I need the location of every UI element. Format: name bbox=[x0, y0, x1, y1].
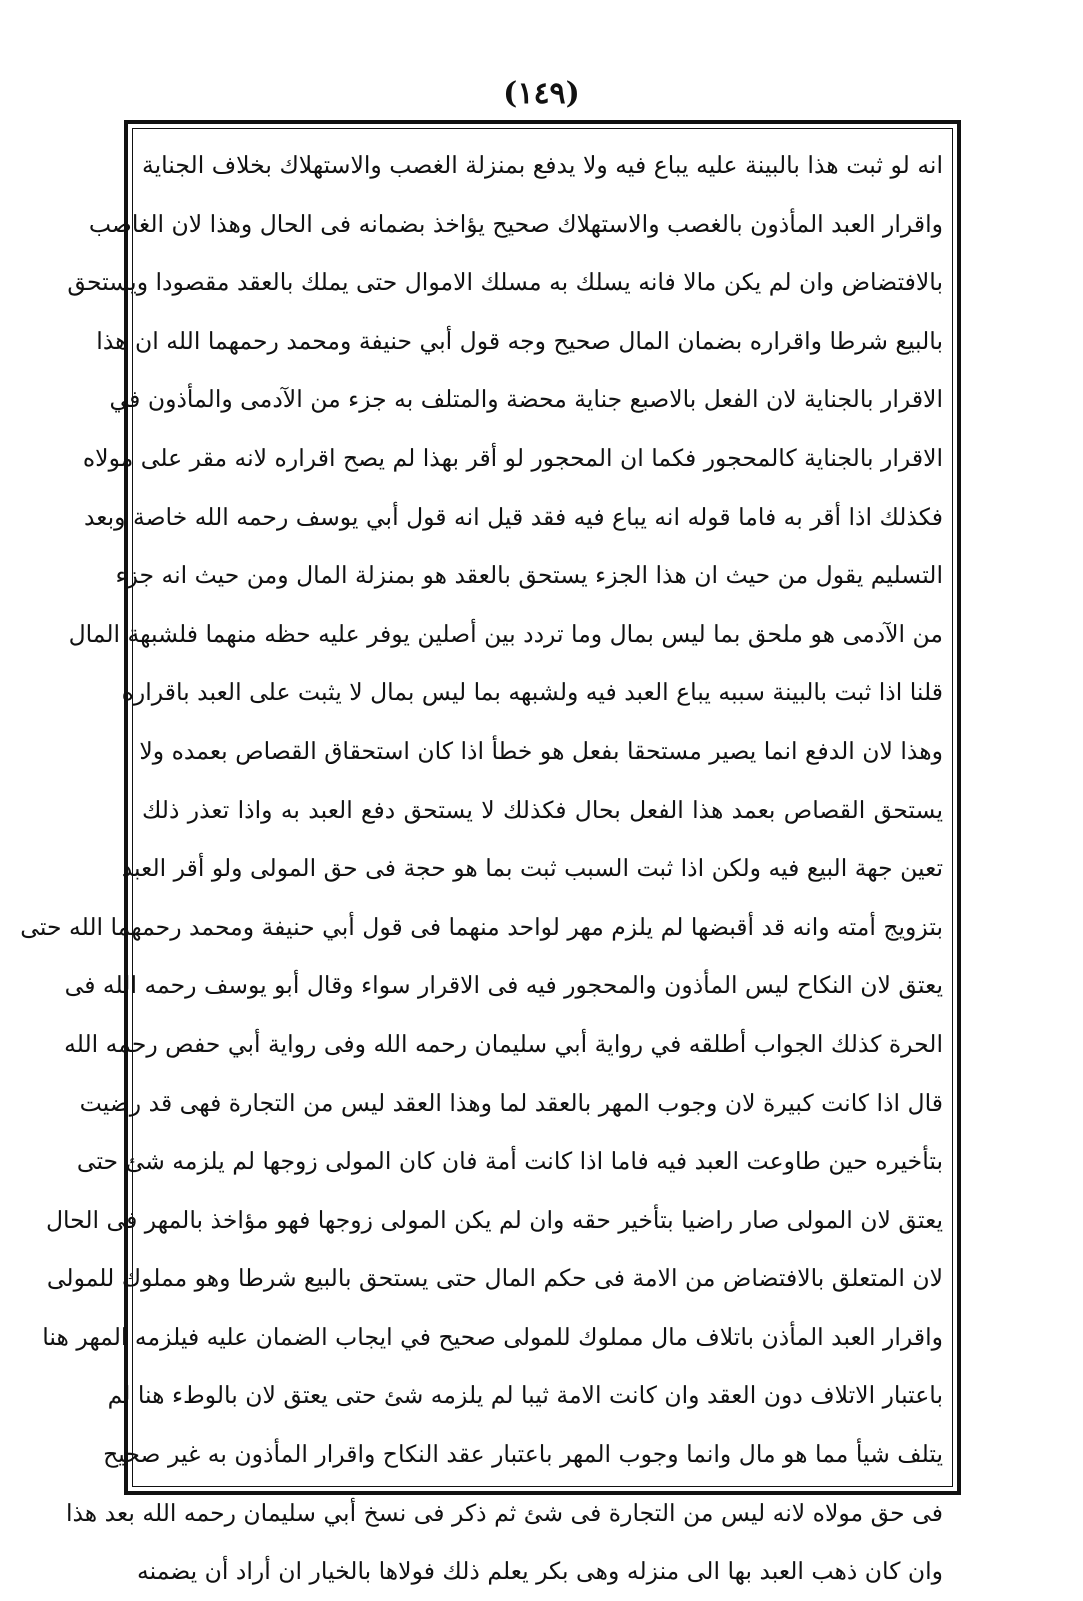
text-line: يستحق القصاص بعمد هذا الفعل بحال فكذلك لا يستحق دفع العبد به واذا تعذر ذلك bbox=[142, 795, 943, 824]
text-line: فى حق مولاه لانه ليس من التجارة فى شئ ثم ذكر فى نسخ أبي سليمان رحمه الله بعد هذا bbox=[65, 1498, 943, 1527]
text-line: الاقرار بالجناية لان الفعل بالاصبع جناية محضة والمتلف به جزء من الآدمى والمأذون في bbox=[109, 385, 943, 414]
text-line: وان كان ذهب العبد بها الى منزله وهى بكر يعلم ذلك فولاها بالخيار ان أراد أن يضمنه bbox=[137, 1557, 943, 1586]
text-line: بالافتضاض وان لم يكن مالا فانه يسلك به مسلك الاموال حتى يملك بالعقد مقصودا ويستحق bbox=[67, 268, 943, 297]
text-line: باعتبار الاتلاف دون العقد وان كانت الامة ثيبا لم يلزمه شئ حتى يعتق لان بالوطء هنا لم bbox=[107, 1381, 943, 1410]
text-line: يعتق لان النكاح ليس المأذون والمحجور فيه فى الاقرار سواء وقال أبو يوسف رحمه الله فى bbox=[64, 971, 943, 1000]
page-number: (١٤٩) bbox=[503, 76, 580, 111]
text-line: قال اذا كانت كبيرة لان وجوب المهر بالعقد لما وهذا العقد ليس من التجارة فهى قد رضيت bbox=[79, 1088, 943, 1117]
text-line: الاقرار بالجناية كالمحجور فكما ان المحجور لو أقر بهذا لم يصح اقراره لانه مقر على مولاه bbox=[82, 443, 943, 472]
text-line: يعتق لان المولى صار راضيا بتأخير حقه وان لم يكن المولى زوجها فهو مؤاخذ بالمهر فى الحال bbox=[45, 1205, 943, 1234]
text-line: بالبيع شرطا واقراره بضمان المال صحيح وجه قول أبي حنيفة ومحمد رحمهما الله ان هذا bbox=[96, 326, 943, 355]
text-line: فكذلك اذا أقر به فاما قوله انه يباع فيه فقد قيل انه قول أبي يوسف رحمه الله خاصة وبعد bbox=[83, 502, 943, 531]
text-line: وهذا لان الدفع انما يصير مستحقا بفعل هو خطأ اذا كان استحقاق القصاص بعمده ولا bbox=[139, 736, 943, 765]
text-line: لان المتعلق بالافتضاض من الامة فى حكم المال حتى يستحق بالبيع شرطا وهو مملوك للمولى bbox=[46, 1264, 943, 1293]
text-line: بتزويج أمته وانه قد أقبضها لم يلزم مهر لواحد منهما فى قول أبي حنيفة ومحمد رحمهما الله حتى bbox=[20, 912, 943, 941]
text-line: واقرار العبد المأذن باتلاف مال مملوك للمولى صحيح في ايجاب الضمان عليه فيلزمه المهر هنا bbox=[42, 1322, 943, 1351]
text-line: تعين جهة البيع فيه ولكن اذا ثبت السبب ثبت بما هو حجة فى حق المولى ولو أقر العبد bbox=[121, 854, 943, 883]
text-line: التسليم يقول من حيث ان هذا الجزء يستحق بالعقد هو بمنزلة المال ومن حيث انه جزء bbox=[115, 561, 943, 590]
text-line: قلنا اذا ثبت بالبينة سببه يباع العبد فيه ولشبهه بما ليس بمال لا يثبت على العبد باقراره bbox=[121, 678, 943, 707]
text-line: انه لو ثبت هذا بالبينة عليه يباع فيه ولا يدفع بمنزلة الغصب والاستهلاك بخلاف الجناية bbox=[142, 151, 943, 179]
text-line: واقرار العبد المأذون بالغصب والاستهلاك صحيح يؤاخذ بضمانه فى الحال وهذا لان الغاصب bbox=[88, 209, 943, 238]
text-body bbox=[20, 136, 943, 1586]
text-line: الحرة كذلك الجواب أطلقه في رواية أبي سليمان رحمه الله وفى رواية أبي حفص رحمه الله bbox=[64, 1029, 943, 1058]
text-line: بتأخيره حين طاوعت العبد فيه فاما اذا كانت أمة فان كان المولى زوجها لم يلزمه شئ حتى bbox=[76, 1147, 943, 1176]
text-line: من الآدمى هو ملحق بما ليس بمال وما تردد بين أصلين يوفر عليه حظه منهما فلشبهة المال bbox=[68, 619, 943, 648]
text-line: يتلف شيأ مما هو مال وانما وجوب المهر باعتبار عقد النكاح واقرار المأذون به غير صحيح bbox=[103, 1440, 943, 1469]
